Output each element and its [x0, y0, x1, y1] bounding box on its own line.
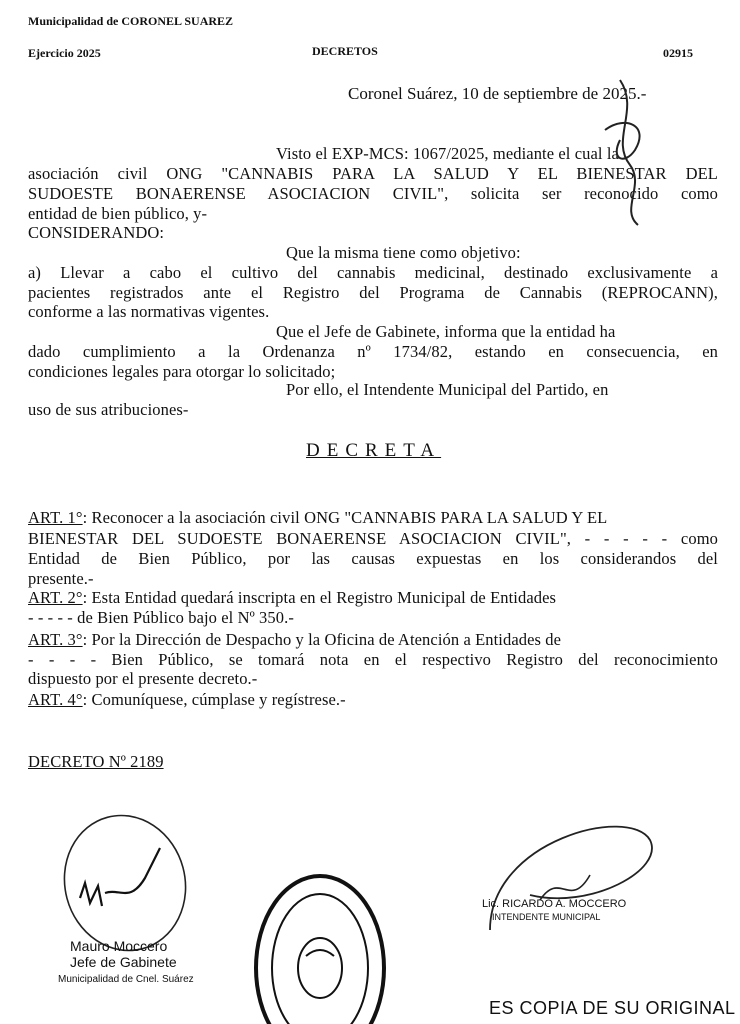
article-3 [28, 630, 718, 650]
article-line: BIENESTAR DEL SUDOESTE BONAERENSE ASOCIACION CIVIL", - - - - - como [28, 529, 718, 548]
article-label: ART. 4° [28, 690, 83, 709]
visto-line: SUDOESTE BONAERENSE ASOCIACION CIVIL", solicita ser reconocido como [28, 184, 718, 203]
article-line: - - - - Bien Público, se tomará nota en el respectivo Registro del reconocimiento [28, 650, 718, 669]
article-text: : Esta Entidad quedará inscripta en el Registro Municipal de Entidades [82, 588, 557, 607]
article-label: ART. 3° [28, 630, 83, 649]
objective-intro: Que la misma tiene como objetivo: [286, 243, 521, 262]
jefe-line: Que el Jefe de Gabinete, informa que la entidad ha [276, 322, 616, 341]
objective-line: pacientes registrados ante el Registro del Programa de Cannabis (REPROCANN), [28, 283, 718, 302]
copy-stamp: ES COPIA DE SU ORIGINAL [489, 998, 736, 1018]
article-text: : Comuníquese, cúmplase y regístrese.- [82, 690, 346, 709]
signature-left-office: Municipalidad de Cnel. Suárez [58, 974, 194, 985]
visto-line: asociación civil ONG "CANNABIS PARA LA SALUD Y EL BIENESTAR DEL [28, 164, 718, 183]
article-line: Entidad de Bien Público, por las causas expuestas en los considerandos del [28, 549, 718, 568]
article-line: dispuesto por el presente decreto.- [28, 669, 258, 688]
signature-right-name: Lic. RICARDO A. MOCCERO [482, 898, 627, 910]
decree-number: DECRETO Nº 2189 [28, 752, 164, 771]
signature-left-role: Jefe de Gabinete [70, 954, 177, 970]
section-label: DECRETOS [312, 44, 378, 58]
article-text: : Reconocer a la asociación civil ONG "CANNABIS PARA LA SALUD Y EL [82, 508, 608, 527]
page-number: 02915 [663, 46, 693, 60]
article-text: : Por la Dirección de Despacho y la Oficina de Atención a Entidades de [82, 630, 562, 649]
por-ello-line: uso de sus atribuciones- [28, 400, 189, 419]
signature-left-name: Mauro Moccero [70, 938, 168, 954]
date-line: Coronel Suárez, 10 de septiembre de 2025.- [348, 84, 647, 103]
article-line: - - - - - de Bien Público bajo el Nº 350.- [28, 608, 294, 627]
jefe-line: condiciones legales para otorgar lo solicitado; [28, 362, 336, 381]
considerando-label: CONSIDERANDO: [28, 223, 165, 242]
decreta-title: DECRETA [306, 440, 442, 461]
article-label: ART. 1° [28, 508, 83, 527]
visto-line: Visto el EXP-MCS: 1067/2025, mediante el cual la [276, 144, 619, 163]
signature-left-icon [50, 808, 200, 958]
article-1 [28, 508, 718, 528]
jefe-line: dado cumplimiento a la Ordenanza nº 1734/82, estando en consecuencia, en [28, 342, 718, 361]
visto-line: entidad de bien público, y- [28, 204, 208, 223]
por-ello-line: Por ello, el Intendente Municipal del Partido, en [286, 380, 609, 399]
municipal-seal-icon [250, 868, 390, 1024]
municipality-header: Municipalidad de CORONEL SUAREZ [28, 14, 234, 28]
signature-right-role: INTENDENTE MUNICIPAL [492, 912, 601, 922]
article-2 [28, 588, 718, 608]
objective-line: a) Llevar a cabo el cultivo del cannabis medicinal, destinado exclusivamente a [28, 263, 718, 282]
article-4 [28, 690, 346, 710]
handwritten-mark-icon [590, 70, 680, 230]
exercise-label: Ejercicio 2025 [28, 46, 101, 60]
objective-line: conforme a las normativas vigentes. [28, 302, 270, 321]
article-line: presente.- [28, 569, 94, 588]
article-label: ART. 2° [28, 588, 83, 607]
